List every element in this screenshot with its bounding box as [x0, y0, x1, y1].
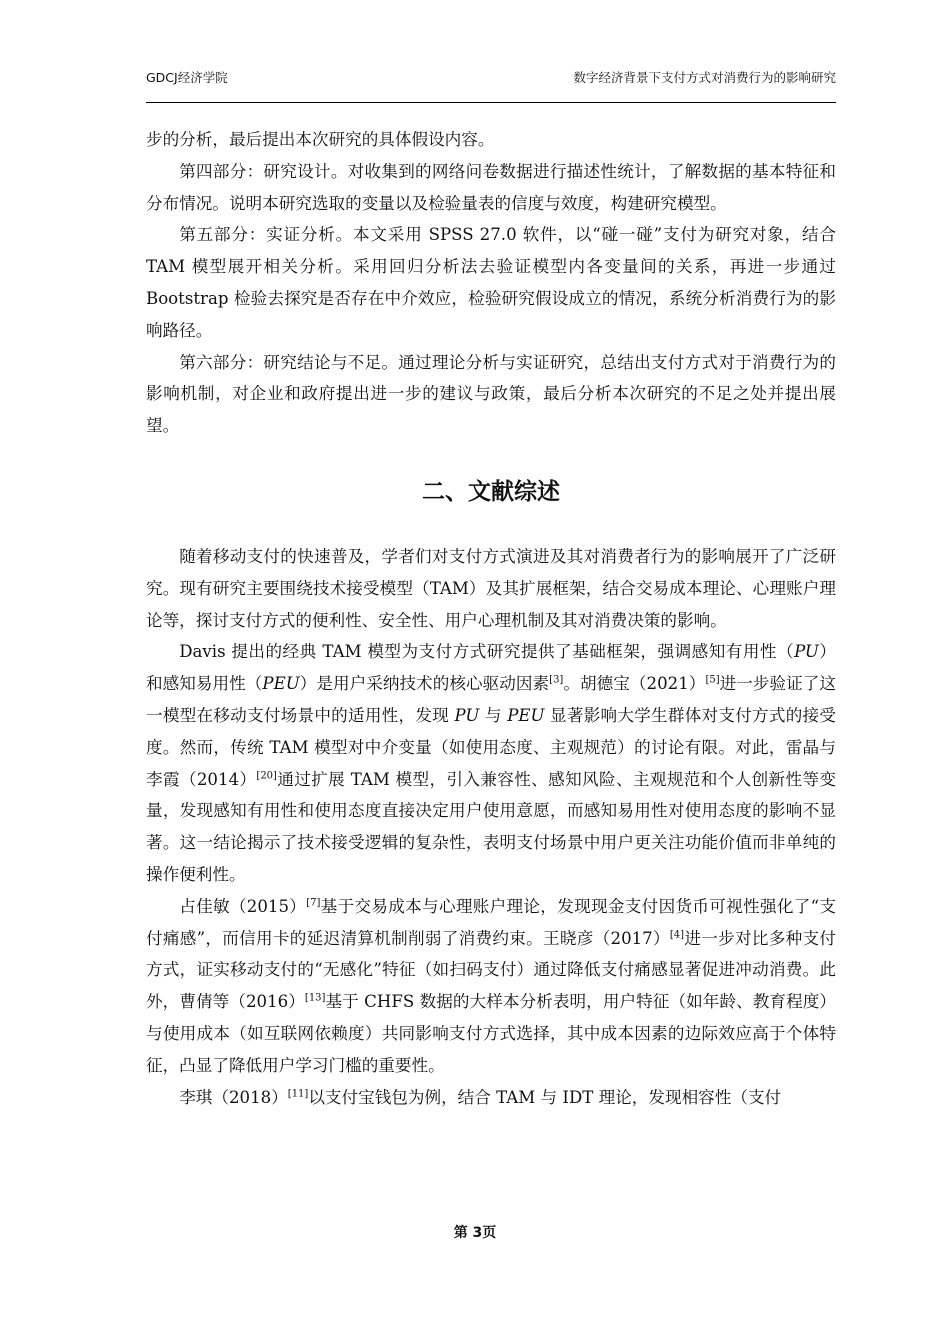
text-segment: 占佳敏（2015） [179, 896, 307, 916]
text-segment: ）和感知易用性（ [146, 642, 836, 694]
citation-ref: [7] [306, 897, 321, 909]
page-number: 第 3页 [453, 1225, 497, 1241]
text-segment: 通过扩展 TAM 模型，引入兼容性、感知风险、主观规范和个人创新性等变量，发现感知有用性和使用态度直接决定用户使用意愿，而感知易用性对使用态度的影响不显著。这一结论揭示了技术接受逻辑的复杂性，表明支付场景中用户更关注功能价值而非单纯的操作便利性。 [146, 769, 837, 884]
paragraph-lit-intro: 随着移动支付的快速普及，学者们对支付方式演进及其对消费者行为的影响展开了广泛研究。现有研究主要围绕技术接受模型（TAM）及其扩展框架，结合交易成本理论、心理账户理论等，探讨支付方式的便利性、安全性、用户心理机制及其对消费决策的影响。 [146, 546, 836, 630]
paragraph-part-six: 第六部分：研究结论与不足。通过理论分析与实证研究，总结出支付方式对于消费行为的影响机制，对企业和政府提出进一步的建议与政策，最后分析本次研究的不足之处并提出展望。 [146, 352, 836, 436]
citation-ref: [11] [287, 1087, 309, 1099]
term-pu: PU [794, 642, 819, 662]
text-segment: 。胡德宝（2021） [563, 674, 706, 694]
paragraph-tam [146, 636, 836, 890]
citation-ref: [5] [705, 674, 720, 686]
text-segment: 基于 CHFS 数据的大样本分析表明，用户特征（如年龄、教育程度）与使用成本（如互联网依赖度）共同影响支付方式选择，其中成本因素的边际效应高于个体特征，凸显了降低用户学习门槛的重要性。 [146, 992, 836, 1075]
text-segment: 与 [479, 705, 508, 725]
header-paper-title: 数字经济背景下支付方式对消费行为的影响研究 [573, 70, 836, 85]
paragraph-part-four: 第四部分：研究设计。对收集到的网络问卷数据进行描述性统计，了解数据的基本特征和分布情况。说明本研究选取的变量以及检验量表的信度与效度，构建研究模型。 [146, 161, 836, 213]
text-segment: 以支付宝钱包为例，结合 TAM 与 IDT 理论，发现相容性（支付 [308, 1087, 782, 1107]
citation-ref: [4] [669, 929, 685, 940]
section-heading: 二、文献综述 [422, 478, 560, 505]
text-segment: 李琪（2018） [179, 1087, 288, 1107]
header-institution: GDCJ经济学院 [146, 70, 228, 85]
text-segment: 进一步验证了这一模型在移动支付场景中的适用性，发现 [146, 674, 837, 725]
text-segment: Davis 提出的经典 TAM 模型为支付方式研究提供了基础框架，强调感知有用性（ [179, 642, 795, 662]
page-header [146, 62, 836, 103]
text-segment: ）是用户采纳技术的核心驱动因素 [299, 674, 550, 694]
text-segment: 基于交易成本与心理账户理论，发现现金支付因货币可视性强化了“支付痛感”，而信用卡的延迟清算机制削弱了消费约束。王晓彦（2017） [146, 896, 837, 948]
paragraph-alipay [146, 1082, 836, 1114]
text-segment: 进一步对比多种支付方式，证实移动支付的“无感化”特征（如扫码支付）通过降低支付痛感显著促进冲动消费。此外，曹倩等（2016） [146, 928, 836, 1012]
page-body [146, 124, 836, 1113]
paragraph-continuation: 步的分析，最后提出本次研究的具体假设内容。 [146, 130, 495, 149]
text-segment: 显著影响大学生群体对支付方式的接受度。然而，传统 TAM 模型对中介变量（如使用态度、主观规范）的讨论有限。对此，雷晶与李霞（2014） [146, 705, 836, 789]
term-peu: PEU [262, 674, 300, 694]
term-peu: PEU [507, 705, 545, 725]
citation-ref: [13] [304, 992, 326, 1004]
paragraph-payment-pain [146, 891, 836, 1082]
citation-ref: [3] [549, 674, 564, 686]
citation-ref: [20] [256, 770, 277, 782]
paragraph-part-five: 第五部分：实证分析。本文采用 SPSS 27.0 软件，以“碰一碰”支付为研究对象，结合 TAM 模型展开相关分析。采用回归分析法去验证模型内各变量间的关系，再进一步通过 Bootstrap 检验去探究是否存在中介效应，检验研究假设成立的情况，系统分析消费行为的影响路径。 [146, 225, 836, 340]
term-pu: PU [454, 705, 480, 725]
